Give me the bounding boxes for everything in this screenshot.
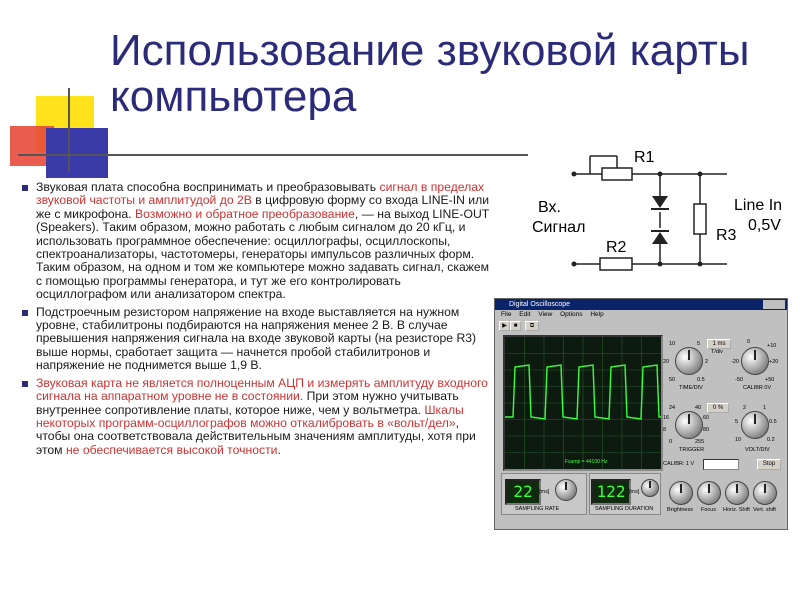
horiz-shift-label: Horiz. Shift	[723, 507, 750, 513]
time-div-label: TIME/DIV	[679, 385, 703, 391]
volt-div-knob[interactable]	[741, 411, 769, 439]
tick-trigger-60: 60	[703, 415, 710, 421]
protection-circuit-diagram	[522, 140, 798, 290]
highlighted-text: не обеспечивается высокой точности	[65, 442, 278, 457]
tick-trigger-40: 40	[695, 405, 702, 411]
tick-trigger-16: 16	[663, 415, 670, 421]
tick-calibr-plus20: +20	[769, 359, 779, 365]
tick-timediv-2: 2	[705, 359, 709, 365]
time-div-knob[interactable]	[675, 347, 703, 375]
accent-blue-square	[46, 128, 108, 178]
oscilloscope-window	[494, 298, 788, 530]
bullet-marker	[22, 185, 28, 191]
tick-trigger-255: 255	[695, 439, 705, 445]
oscilloscope-screen	[503, 335, 663, 471]
bullet-text: .	[277, 442, 281, 457]
window-controls[interactable]	[763, 300, 785, 309]
play-button[interactable]: ▶	[499, 321, 510, 331]
calibr-select[interactable]	[703, 459, 739, 470]
label-r1: R1	[634, 149, 655, 166]
sampling-duration-knob[interactable]	[641, 479, 659, 497]
tick-trigger-0: 0	[669, 439, 673, 445]
freq-readout: Fsamp = 44100 Hz	[565, 459, 608, 465]
tick-trigger-8: 8	[663, 427, 667, 433]
oscilloscope-titlebar	[495, 299, 787, 310]
label-r3: R3	[716, 227, 737, 244]
menu-view[interactable]: View	[538, 311, 553, 318]
tick-calibr-minus20: -20	[731, 359, 739, 365]
brightness-label: Brightness	[667, 507, 693, 513]
sampling-rate-label: SAMPLING RATE	[515, 506, 560, 512]
trigger-label: TRIGGER	[679, 447, 705, 453]
vert-shift-knob[interactable]	[753, 481, 777, 505]
tick-volt-2: 2	[743, 405, 747, 411]
label-input-1: Вх.	[538, 199, 561, 216]
title-underline	[18, 154, 528, 156]
oscilloscope-title: Digital Oscilloscope	[509, 301, 571, 308]
sampling-duration-lcd: 122	[591, 479, 631, 505]
menu-help[interactable]: Help	[590, 311, 604, 318]
tick-timediv-0-5: 0.5	[697, 377, 705, 383]
tick-timediv-5: 5	[697, 341, 701, 347]
bullet-text: Подстроечным резистором напряжение на входе выставляется на нужном уровне, стабилитроны подбираются на напряжения менее 2 В. В случае превышения напряжения сигнала на входе звуковой карты (на резисторе R3) выше нормы, сработает защита — начнется пробой стабилитронов и напряжение не поднимется выше 1,9 В.	[36, 304, 477, 373]
calibr-label: CALIBR 0V	[743, 385, 772, 391]
tick-trigger-24: 24	[669, 405, 676, 411]
calibr-select-label: CALIBR: 1 V	[663, 461, 695, 467]
stop-small-button[interactable]: ■	[510, 321, 521, 331]
tick-timediv-50: 50	[669, 377, 676, 383]
bullet-text: в цифровую форму со входа LINE-IN или же с микрофона.	[36, 193, 489, 221]
vert-shift-label: Vert. shift	[753, 507, 776, 513]
tick-volt-10: 10	[735, 437, 742, 443]
bullet-text: , — на выход LINE-OUT (Speakers). Таким образом, можно работать с любым сигналом до 20 кГц, и использовать программное обеспечение: осциллографы, осциллоскопы, спектроанализаторы, частотомеры, генераторы импульсов различных форм. Таким образом, на одном и том же компьютере можно задавать сигнал, скажем с помощью программы генератора, и тут же его контролировать осциллографом или анализатором спектра.	[36, 206, 490, 302]
trigger-knob[interactable]	[675, 411, 703, 439]
focus-knob[interactable]	[697, 481, 721, 505]
menu-edit[interactable]: Edit	[519, 311, 531, 318]
label-output-1: Line In	[734, 197, 783, 214]
sampling-duration-label: SAMPLING DURATION	[595, 506, 654, 512]
oscilloscope-menu	[495, 310, 787, 319]
bullet-paragraph	[22, 181, 490, 302]
time-div-unit: T/div	[711, 349, 723, 355]
input-terminal-bottom	[572, 262, 577, 267]
tick-timediv-10: 10	[669, 341, 676, 347]
slide-title: Использование звуковой карты компьютера	[110, 26, 750, 121]
tick-calibr-0: 0	[747, 339, 751, 345]
label-r2: R2	[606, 239, 627, 256]
label-output-2: 0,5V	[748, 217, 781, 234]
sampling-rate-knob[interactable]	[555, 479, 577, 501]
bullet-text: При этом нужно учитывать внутреннее сопротивление платы, которое ниже, чем у вольтметра.	[36, 389, 459, 417]
tick-volt-0-2: 0.2	[767, 437, 775, 443]
focus-label: Focus	[701, 507, 716, 513]
sampling-rate-lcd: 22	[505, 479, 541, 505]
resistor-r1	[602, 168, 632, 180]
input-terminal-top	[572, 172, 577, 177]
tick-volt-1: 1	[763, 405, 767, 411]
bullet-marker	[22, 381, 28, 387]
tick-timediv-20: 20	[663, 359, 670, 365]
horiz-shift-knob[interactable]	[725, 481, 749, 505]
tick-volt-0-5: 0.5	[769, 419, 777, 425]
menu-file[interactable]: File	[501, 311, 512, 318]
zener-diode-top	[652, 196, 668, 208]
tick-calibr-plus10: +10	[767, 343, 777, 349]
highlighted-text: Звуковая карта не является полноценным АЦП и измерять амплитуду входного сигнала на аппаратном уровне не в состоянии.	[36, 375, 488, 404]
tick-calibr-plus50: +50	[765, 377, 775, 383]
highlighted-text: Возможно и обратное преобразование	[134, 206, 355, 221]
calibr-knob[interactable]	[741, 347, 769, 375]
resistor-r3	[694, 204, 706, 234]
bullet-paragraph	[22, 306, 490, 373]
tick-calibr-minus50: -50	[735, 377, 743, 383]
bullet-text: , чтобы она соответствовала действительным значениям амплитуды, хотя при этом	[36, 415, 476, 457]
volt-div-label: VOLT/DIV	[745, 447, 770, 453]
highlighted-text: Шкалы некоторых программ-осциллографов можно откалибровать в «вольт/дел»	[36, 402, 464, 430]
bullet-paragraph	[22, 377, 490, 457]
stop-button[interactable]: Stop	[757, 459, 781, 470]
label-input-2: Сигнал	[532, 219, 586, 236]
brightness-knob[interactable]	[669, 481, 693, 505]
zener-diode-bottom	[652, 232, 668, 244]
bullet-list	[22, 181, 490, 461]
time-div-value[interactable]: 1 ms	[707, 339, 731, 349]
tick-trigger-80: 80	[703, 427, 710, 433]
highlighted-text: сигнал в пределах звуковой частоты и амплитудой до 2В	[36, 180, 485, 208]
bullet-marker	[22, 310, 28, 316]
oscilloscope-toolbar	[495, 319, 787, 331]
sampling-rate-unit: [ms]	[539, 489, 550, 495]
resistor-r2	[600, 258, 632, 270]
trigger-value[interactable]: 0 %	[707, 403, 729, 413]
menu-options[interactable]: Options	[560, 311, 583, 318]
copy-button[interactable]: ⧉	[525, 321, 539, 331]
waveform-display	[505, 337, 661, 469]
bullet-text: Звуковая плата способна воспринимать и преобразовывать	[36, 180, 380, 194]
vertical-rule	[68, 88, 70, 172]
tick-volt-5: 5	[735, 419, 739, 425]
sampling-duration-unit: [ms]	[629, 489, 640, 495]
